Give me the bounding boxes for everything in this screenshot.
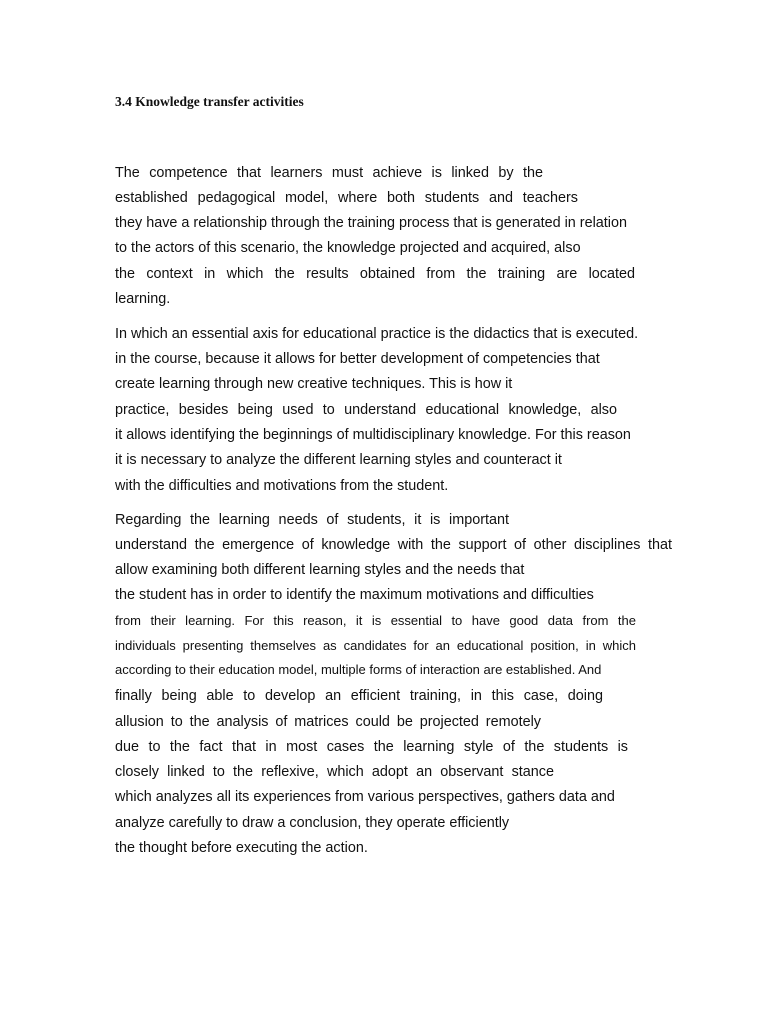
text-line: the context in which the results obtained from the training are located (115, 266, 635, 282)
text-line: learning. (115, 291, 171, 307)
text-line: finally being able to develop an efficient training, in this case, doing (115, 688, 603, 704)
text-line: practice, besides being used to understand educational knowledge, also (115, 402, 617, 418)
text-line: In which an essential axis for educational practice is the didactics that is executed. (115, 326, 639, 342)
text-line: the student has in order to identify the maximum motivations and difficulties (115, 587, 594, 603)
text-line: Regarding the learning needs of students, it is important (115, 512, 509, 528)
text-line: with the difficulties and motivations from the student. (115, 478, 449, 494)
text-line: analyze carefully to draw a conclusion, they operate efficiently (115, 815, 510, 831)
text-line: due to the fact that in most cases the learning style of the students is (115, 739, 628, 755)
text-line: from their learning. For this reason, it is essential to have good data from the (115, 613, 636, 628)
text-line: it allows identifying the beginnings of multidisciplinary knowledge. For this reason (115, 427, 631, 443)
text-line: understand the emergence of knowledge with the support of other disciplines that (115, 537, 672, 553)
section-heading: 3.4 Knowledge transfer activities (115, 94, 304, 109)
text-line: allusion to the analysis of matrices could be projected remotely (115, 714, 541, 730)
text-line: the thought before executing the action. (115, 840, 368, 856)
text-line: closely linked to the reflexive, which adopt an observant stance (115, 764, 554, 780)
text-line: The competence that learners must achieve is linked by the (115, 165, 543, 181)
text-line: individuals presenting themselves as candidates for an educational position, in which (115, 638, 636, 653)
text-line: according to their education model, multiple forms of interaction are established. And (115, 662, 602, 677)
text-line: it is necessary to analyze the different learning styles and counteract it (115, 452, 562, 468)
text-line: allow examining both different learning styles and the needs that (115, 562, 525, 578)
text-line: to the actors of this scenario, the knowledge projected and acquired, also (115, 240, 581, 256)
text-line: they have a relationship through the training process that is generated in relation (115, 215, 627, 231)
text-line: established pedagogical model, where both students and teachers (115, 190, 578, 206)
text-line: create learning through new creative techniques. This is how it (115, 376, 513, 392)
text-line: which analyzes all its experiences from various perspectives, gathers data and (115, 789, 615, 805)
text-line: in the course, because it allows for better development of competencies that (115, 351, 600, 367)
